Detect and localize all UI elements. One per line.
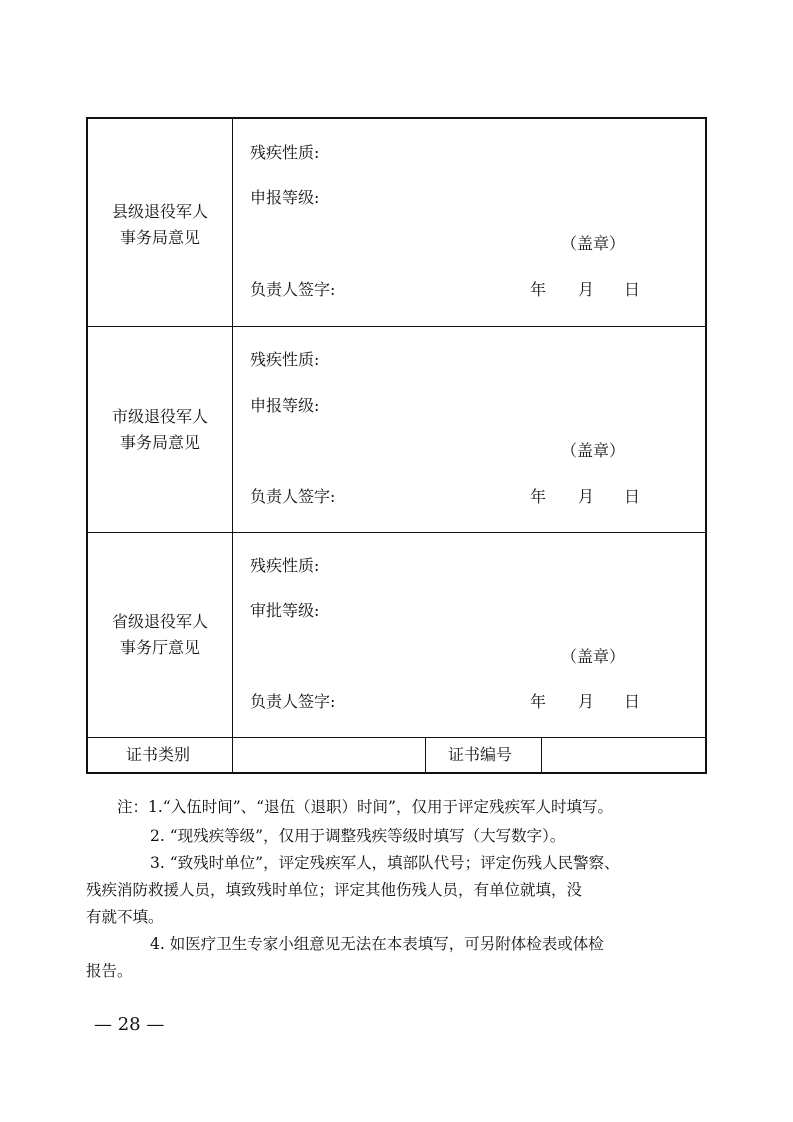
province-month-label: 月 (578, 692, 595, 711)
province-department-title-line1: 省级退役军人 (111, 612, 208, 631)
county-month-label: 月 (578, 280, 595, 299)
city-bureau-title-line2: 事务局意见 (119, 433, 200, 452)
note-4-line1: 4. 如医疗卫生专家小组意见无法在本表填写，可另附体检表或体检 (150, 935, 604, 953)
county-year-label: 年 (530, 280, 547, 299)
city-bureau-title-line1: 市级退役军人 (111, 407, 208, 426)
city-year-label: 年 (530, 487, 547, 506)
province-seal-label: （盖章） (561, 647, 626, 666)
certificate-number-value[interactable] (548, 747, 698, 765)
row-divider-2 (86, 532, 707, 533)
city-disability-nature-label: 残疾性质: (250, 350, 320, 369)
county-signer-label: 负责人签字: (250, 280, 336, 299)
certificate-type-value[interactable] (240, 747, 420, 765)
table-border-bottom (86, 772, 707, 774)
city-seal-label: （盖章） (561, 441, 626, 460)
note-3-line2: 残疾消防救援人员，填致残时单位；评定其他伤残人员，有单位就填，没 (86, 881, 583, 899)
county-bureau-label (88, 199, 232, 251)
column-divider (232, 117, 233, 774)
certificate-number-label: 证书编号 (448, 745, 513, 764)
province-day-label: 日 (624, 692, 641, 711)
county-declared-level-label: 申报等级: (250, 188, 320, 207)
row-divider-1 (86, 326, 707, 327)
province-department-title-line2: 事务厅意见 (119, 638, 200, 657)
province-signer-label: 负责人签字: (250, 692, 336, 711)
cert-divider-2 (541, 737, 542, 774)
city-declared-level-label: 申报等级: (250, 396, 320, 415)
city-signer-label: 负责人签字: (250, 487, 336, 506)
city-bureau-label (88, 404, 232, 456)
table-border-top (86, 117, 707, 119)
city-month-label: 月 (578, 487, 595, 506)
city-day-label: 日 (624, 487, 641, 506)
province-year-label: 年 (530, 692, 547, 711)
certificate-type-label: 证书类别 (126, 745, 191, 764)
page-number: — 28 — (94, 1014, 165, 1035)
county-bureau-title-line1: 县级退役军人 (111, 202, 208, 221)
note-3-line1: 3. “致残时单位”，评定残疾军人，填部队代号；评定伤残人民警察、 (150, 854, 620, 872)
note-2: 2. “现残疾等级”，仅用于调整残疾等级时填写（大写数字）。 (150, 827, 566, 845)
note-3-line3: 有就不填。 (86, 908, 164, 926)
county-day-label: 日 (624, 280, 641, 299)
county-disability-nature-label: 残疾性质: (250, 143, 320, 162)
province-disability-nature-label: 残疾性质: (250, 556, 320, 575)
county-seal-label: （盖章） (561, 234, 626, 253)
note-4-line2: 报告。 (86, 962, 133, 980)
county-bureau-title-line2: 事务局意见 (119, 228, 200, 247)
province-approved-level-label: 审批等级: (250, 601, 320, 620)
note-1: 注：1.“入伍时间”、“退伍（退职）时间”，仅用于评定残疾军人时填写。 (117, 798, 613, 816)
row-divider-3 (86, 737, 707, 738)
cert-divider-1 (425, 737, 426, 774)
table-border-right (705, 117, 707, 774)
province-department-label (88, 609, 232, 661)
